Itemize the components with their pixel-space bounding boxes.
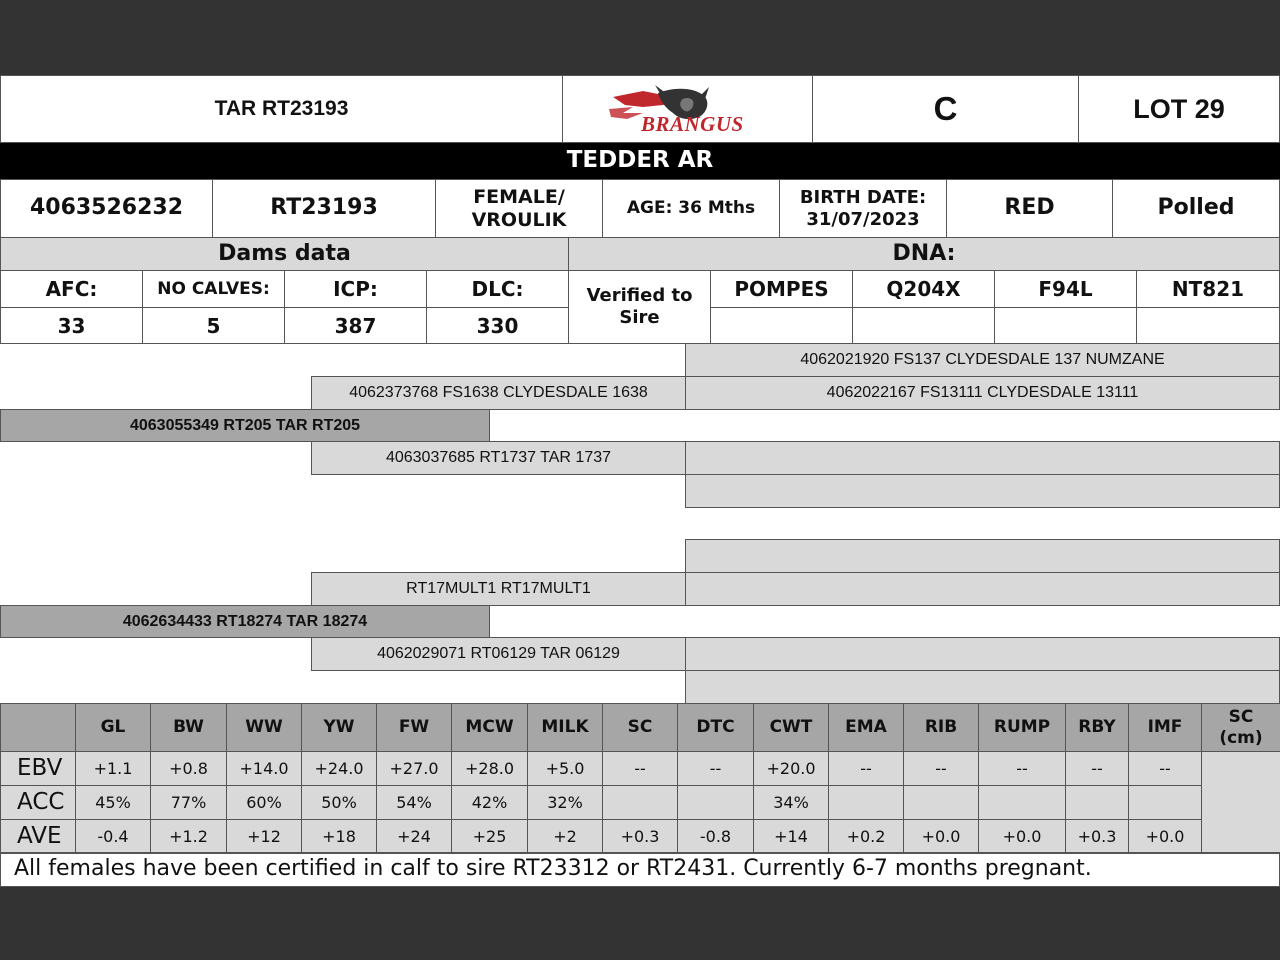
- horn-status: Polled: [1112, 179, 1280, 238]
- logo-text: BRANGUS: [641, 112, 744, 136]
- ebv-ave-ema: +0.2: [828, 819, 904, 854]
- ebv-row-label-ebv: EBV: [0, 751, 76, 786]
- pedigree-dam: 4062634433 RT18274 TAR 18274: [0, 605, 490, 638]
- ebv-header-sc-cm: SC (cm): [1201, 703, 1280, 752]
- ebv-acc-bw: 77%: [150, 785, 227, 820]
- ebv-ebv-rump: --: [978, 751, 1066, 786]
- ebv-ebv-imf: --: [1128, 751, 1202, 786]
- ebv-header-ema: EMA: [828, 703, 904, 752]
- ebv-ave-rib: +0.0: [903, 819, 979, 854]
- ebv-header-gl: GL: [75, 703, 151, 752]
- ebv-header-ww: WW: [226, 703, 302, 752]
- animal-name: TEDDER AR: [0, 143, 1280, 179]
- no-calves-value: 5: [142, 307, 285, 344]
- dlc-value: 330: [426, 307, 569, 344]
- birth-date: 31/07/2023: [806, 208, 920, 230]
- ebv-header-yw: YW: [301, 703, 377, 752]
- ebv-acc-milk: 32%: [527, 785, 603, 820]
- ebv-header-bw: BW: [150, 703, 227, 752]
- ebv-ave-gl: -0.4: [75, 819, 151, 854]
- ebv-ave-cwt: +14: [753, 819, 829, 854]
- ebv-header-rump: RUMP: [978, 703, 1066, 752]
- ebv-header-imf: IMF: [1128, 703, 1202, 752]
- grade-letter: C: [812, 75, 1079, 143]
- pedigree-sire-sire-dam: 4062022167 FS13111 CLYDESDALE 13111: [685, 376, 1280, 410]
- ebv-sc-cm-value: [1201, 751, 1280, 854]
- dlc-label: DLC:: [426, 270, 569, 308]
- ebv-header-mcw: MCW: [451, 703, 528, 752]
- ebv-header-cwt: CWT: [753, 703, 829, 752]
- lot-sheet: [0, 75, 1280, 887]
- ebv-acc-imf: [1128, 785, 1202, 820]
- dna-q204x-label: Q204X: [852, 270, 995, 308]
- pedigree-sire-dam: 4063037685 RT1737 TAR 1737: [311, 441, 686, 475]
- ebv-header-rib: RIB: [903, 703, 979, 752]
- ebv-ave-sc: +0.3: [602, 819, 678, 854]
- ebv-corner: [0, 703, 76, 752]
- ebv-ave-fw: +24: [376, 819, 452, 854]
- ebv-ebv-gl: +1.1: [75, 751, 151, 786]
- pedigree-dam-dam-dam: [685, 670, 1280, 704]
- dna-pompes-label: POMPES: [710, 270, 853, 308]
- sex: FEMALE/ VROULIK: [435, 179, 603, 238]
- pedigree-sire: 4063055349 RT205 TAR RT205: [0, 409, 490, 442]
- lot-number: LOT 29: [1078, 75, 1280, 143]
- ebv-acc-rib: [903, 785, 979, 820]
- brangus-logo: [562, 75, 813, 143]
- ebv-ebv-cwt: +20.0: [753, 751, 829, 786]
- pedigree-sire-dam-sire: [685, 441, 1280, 475]
- icp-label: ICP:: [284, 270, 427, 308]
- pedigree-sire-sire: 4062373768 FS1638 CLYDESDALE 1638: [311, 376, 686, 410]
- ebv-header-milk: MILK: [527, 703, 603, 752]
- birth-date-label: BIRTH DATE:: [799, 186, 927, 208]
- pedigree-sire-dam-dam: [685, 474, 1280, 508]
- animal-code: TAR RT23193: [0, 75, 563, 143]
- ebv-ebv-rby: --: [1065, 751, 1129, 786]
- ebv-acc-dtc: [677, 785, 754, 820]
- ebv-header-fw: FW: [376, 703, 452, 752]
- dna-q204x-value: [852, 307, 995, 344]
- ebv-ave-dtc: -0.8: [677, 819, 754, 854]
- ebv-ebv-mcw: +28.0: [451, 751, 528, 786]
- pedigree-dam-dam: 4062029071 RT06129 TAR 06129: [311, 637, 686, 671]
- icp-value: 387: [284, 307, 427, 344]
- ebv-acc-yw: 50%: [301, 785, 377, 820]
- afc-label: AFC:: [0, 270, 143, 308]
- ebv-ebv-fw: +27.0: [376, 751, 452, 786]
- ebv-acc-rby: [1065, 785, 1129, 820]
- dams-title: Dams data: [0, 237, 569, 271]
- dna-nt821-value: [1136, 307, 1280, 344]
- ebv-acc-cwt: 34%: [753, 785, 829, 820]
- ebv-ave-bw: +1.2: [150, 819, 227, 854]
- colour: RED: [946, 179, 1113, 238]
- pedigree-dam-sire-dam: [685, 572, 1280, 606]
- ebv-acc-rump: [978, 785, 1066, 820]
- pedigree-dam-sire: RT17MULT1 RT17MULT1: [311, 572, 686, 606]
- pregnancy-note: All females have been certified in calf to sire RT23312 or RT2431. Currently 6-7 months pregnant.: [0, 852, 1280, 887]
- verified-to-sire: Verified to Sire: [568, 270, 711, 344]
- ebv-ebv-rib: --: [903, 751, 979, 786]
- id-number: 4063526232: [0, 179, 213, 238]
- ebv-acc-gl: 45%: [75, 785, 151, 820]
- ebv-header-sc: SC: [602, 703, 678, 752]
- ebv-ave-rby: +0.3: [1065, 819, 1129, 854]
- dna-pompes-value: [710, 307, 853, 344]
- ebv-ebv-yw: +24.0: [301, 751, 377, 786]
- ebv-row-label-ave: AVE: [0, 819, 76, 854]
- dna-nt821-label: NT821: [1136, 270, 1280, 308]
- ebv-ebv-dtc: --: [677, 751, 754, 786]
- pedigree-dam-dam-sire: [685, 637, 1280, 671]
- tag-number: RT23193: [212, 179, 436, 238]
- afc-value: 33: [0, 307, 143, 344]
- pedigree-sire-sire-sire: 4062021920 FS137 CLYDESDALE 137 NUMZANE: [685, 343, 1280, 377]
- dna-f94l-label: F94L: [994, 270, 1137, 308]
- birth-date-cell: [779, 179, 947, 238]
- ebv-acc-mcw: 42%: [451, 785, 528, 820]
- dna-f94l-value: [994, 307, 1137, 344]
- ebv-acc-ww: 60%: [226, 785, 302, 820]
- ebv-header-dtc: DTC: [677, 703, 754, 752]
- ebv-ave-yw: +18: [301, 819, 377, 854]
- ebv-ave-imf: +0.0: [1128, 819, 1202, 854]
- pedigree-dam-sire-sire: [685, 539, 1280, 573]
- ebv-acc-fw: 54%: [376, 785, 452, 820]
- dna-title: DNA:: [568, 237, 1280, 271]
- age: AGE: 36 Mths: [602, 179, 780, 238]
- ebv-ebv-ema: --: [828, 751, 904, 786]
- ebv-ebv-sc: --: [602, 751, 678, 786]
- no-calves-label: NO CALVES:: [142, 270, 285, 308]
- ebv-row-label-acc: ACC: [0, 785, 76, 820]
- ebv-acc-sc: [602, 785, 678, 820]
- ebv-ebv-ww: +14.0: [226, 751, 302, 786]
- ebv-ave-ww: +12: [226, 819, 302, 854]
- ebv-ebv-bw: +0.8: [150, 751, 227, 786]
- ebv-ave-milk: +2: [527, 819, 603, 854]
- ebv-acc-ema: [828, 785, 904, 820]
- ebv-ave-mcw: +25: [451, 819, 528, 854]
- ebv-header-rby: RBY: [1065, 703, 1129, 752]
- ebv-ebv-milk: +5.0: [527, 751, 603, 786]
- ebv-ave-rump: +0.0: [978, 819, 1066, 854]
- ebv-table: [0, 703, 1280, 853]
